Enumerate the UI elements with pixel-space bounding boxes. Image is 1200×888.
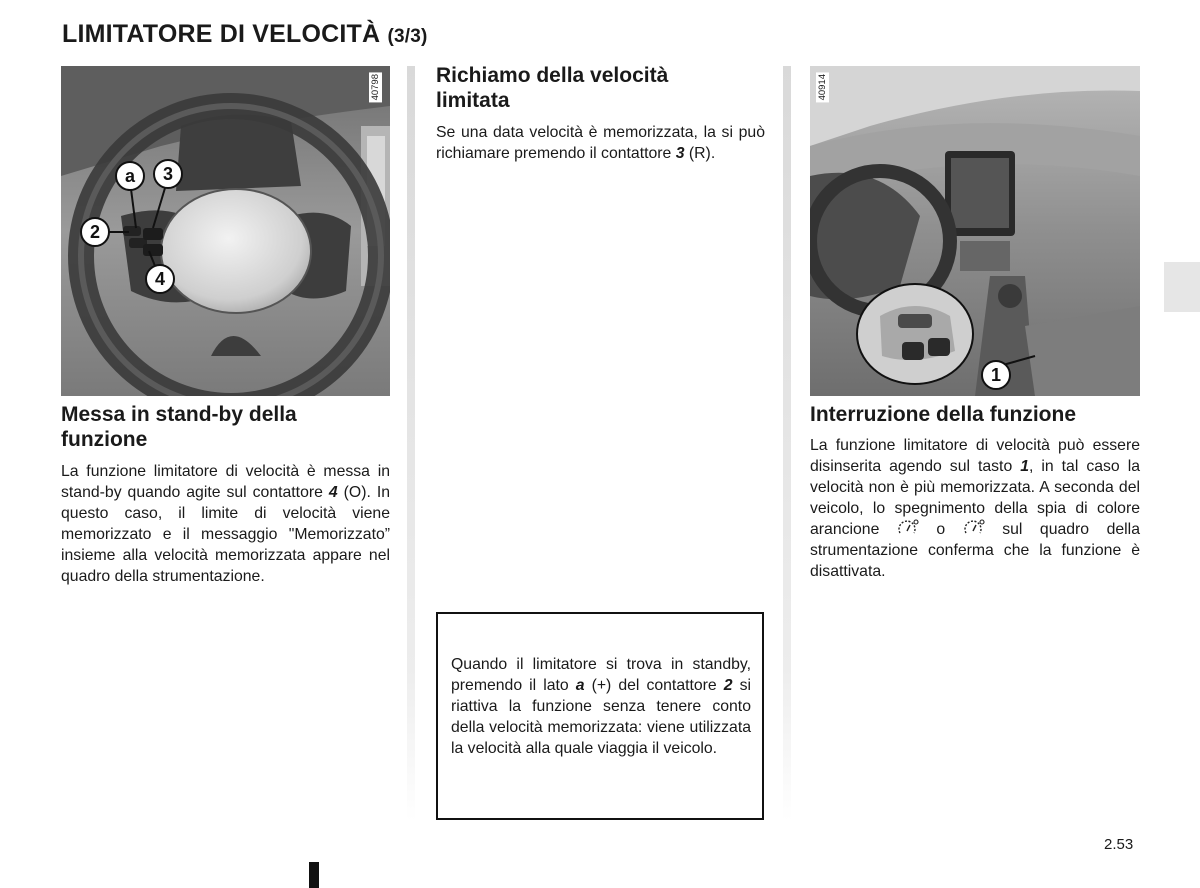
interrupt-paragraph	[810, 435, 1140, 582]
note-box	[436, 612, 764, 820]
interrupt-text-1: La funzione limitatore di velocità può essere disinserita agendo sul tasto	[810, 437, 1140, 475]
contact-4-ref: 4	[328, 484, 338, 501]
standby-heading-line2: funzione	[61, 428, 148, 451]
recall-paragraph	[436, 122, 765, 164]
chapter-tab	[1164, 262, 1200, 312]
recall-text-2: (R).	[684, 145, 716, 162]
speed-limiter-warning-icon	[963, 519, 985, 537]
page-title-suffix: (3/3)	[387, 26, 428, 47]
steering-wheel-illustration	[61, 66, 390, 396]
column-divider-left	[407, 66, 415, 821]
side-a-ref: a	[575, 677, 585, 694]
interrupt-text-2: , in tal caso la velocità non è più memorizzata. A seconda del veicolo, lo spegnimento della spia di colore arancione	[810, 458, 1140, 538]
standby-paragraph	[61, 461, 390, 587]
callout-a: a	[115, 161, 145, 191]
standby-text-2: (O). In questo caso, il limite di velocità viene memorizzato e il messaggio "Memorizzato” insieme alla velocità memorizzata appare nel quadro della strumentazione.	[61, 484, 390, 585]
console-figure	[810, 66, 1140, 396]
standby-heading-line1: Messa in stand-by della	[61, 403, 297, 426]
steering-wheel-figure	[61, 66, 390, 396]
figure-code-left: 40798	[370, 74, 381, 101]
console-illustration	[810, 66, 1140, 396]
page-title-text: LIMITATORE DI VELOCITÀ	[62, 20, 381, 48]
standby-heading	[61, 402, 391, 452]
callout-2: 2	[80, 217, 110, 247]
speed-limiter-warning-icon	[897, 519, 919, 537]
key-1-ref: 1	[1020, 458, 1030, 475]
callout-3: 3	[153, 159, 183, 189]
recall-text-1: Se una data velocità è memorizzata, la si può richiamare premendo il contattore	[436, 124, 765, 162]
contact-2-ref: 2	[723, 677, 733, 694]
page-title	[62, 20, 428, 49]
contact-3-ref: 3	[675, 145, 685, 162]
recall-heading	[436, 63, 766, 113]
note-text-3: si riattiva la funzione senza tenere conto della velocità memorizzata: viene utilizzata la velocità alla quale viaggia il veicolo.	[451, 677, 751, 757]
page-number: 2.53	[1104, 836, 1134, 853]
recall-heading-line2: limitata	[436, 89, 510, 112]
interrupt-heading: Interruzione della funzione	[810, 403, 1077, 426]
column-divider-right	[783, 66, 791, 821]
standby-text-1: La funzione limitatore di velocità è messa in stand-by quando agite sul contattore	[61, 463, 390, 501]
callout-1: 1	[981, 360, 1011, 390]
note-text-1: Quando il limitatore si trova in standby, premendo il lato	[451, 656, 751, 694]
note-paragraph	[451, 654, 751, 759]
print-crop-mark	[309, 862, 319, 888]
callout-4: 4	[145, 264, 175, 294]
note-text-2: (+) del contattore	[584, 677, 724, 694]
interrupt-text-4: sul quadro della strumentazione conferma che la funzione è disattivata.	[810, 521, 1140, 580]
interrupt-text-3: o	[918, 521, 963, 538]
figure-code-right: 40914	[817, 74, 828, 101]
recall-heading-line1: Richiamo della velocità	[436, 64, 669, 87]
